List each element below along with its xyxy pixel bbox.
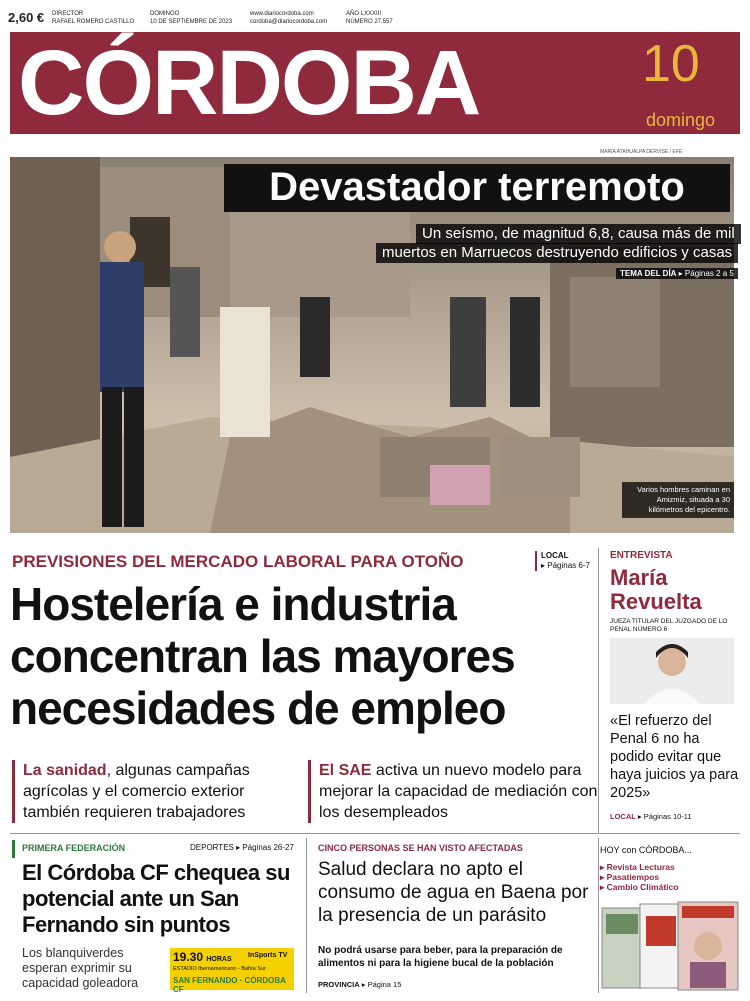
divider (598, 838, 599, 993)
email-link[interactable]: cordoba@diariocordoba.com (250, 19, 328, 25)
interview-photo (610, 638, 734, 704)
date-info (150, 10, 232, 26)
match-tv: InSports TV (248, 952, 288, 959)
interview-role: JUEZA TITULAR DEL JUZGADO DE LO PENAL NÚMERO 6 (610, 618, 728, 633)
tema-label: TEMA DEL DÍA (620, 269, 677, 278)
col2-text: activa un nuevo modelo para mejorar la capacidad de mediación con los desempleados (319, 762, 598, 821)
supplement-covers (600, 900, 740, 992)
photo-caption: Varios hombres caminan en Amizmiz, situada a 30 kilómetros del epicentro. (622, 482, 734, 518)
interview-kicker: ENTREVISTA (610, 550, 673, 561)
main-section-ref[interactable]: LOCAL ▸ Páginas 6-7 (535, 551, 590, 571)
today-item-label: Pasatiempos (606, 872, 660, 882)
match-stadium: ESTADIO Iberoamericano - Bahía Sur (173, 966, 266, 972)
magazine-covers-icon (600, 900, 740, 992)
price: 2,60 € (8, 10, 45, 25)
tema-pages: Páginas 2 a 5 (684, 269, 734, 278)
water-headline[interactable]: Salud declara no apto el consumo de agua en Baena por la presencia de un parásito (318, 859, 589, 926)
top-info-bar (0, 0, 750, 32)
day-number: 10 (642, 35, 700, 93)
divider (598, 548, 599, 833)
today-item[interactable]: ▸ Cambio Climático (600, 882, 679, 892)
website-link[interactable]: www.diariocordoba.com (250, 11, 314, 17)
col1-text: , algunas campañas agrícolas y el comercio exterior también requieren trabajadores (23, 762, 250, 821)
main-kicker: PREVISIONES DEL MERCADO LABORAL PARA OTOÑO (12, 552, 464, 571)
main-pages: Páginas 6-7 (547, 561, 590, 570)
match-ticket (170, 948, 294, 994)
interview-pages: Páginas 10-11 (643, 812, 692, 821)
photo-credit: MARÍA ATAHUALPA DERVISE / EFE (600, 149, 683, 155)
lead-subheadline-2: muertos en Marruecos destruyendo edificios y casas (376, 243, 738, 263)
lead-subheadline-1: Un seísmo, de magnitud 6,8, causa más de mil (416, 224, 741, 244)
sport-accent-bar (12, 840, 15, 858)
interview-section: LOCAL (610, 812, 636, 821)
football-section: DEPORTES (190, 843, 234, 852)
match-time (173, 950, 232, 964)
main-headline[interactable]: Hostelería e industria concentran las mayores necesidades de empleo (10, 578, 515, 734)
today-item-label: Cambio Climático (606, 882, 679, 892)
day-name: domingo (646, 110, 716, 130)
today-item-label: Revista Lecturas (606, 862, 675, 872)
main-section: LOCAL (541, 551, 569, 560)
issue-info (346, 10, 393, 26)
interview-first-name: María (610, 565, 668, 590)
water-pages: Página 15 (367, 980, 402, 989)
masthead (10, 32, 740, 134)
today-item[interactable]: ▸ Pasatiempos (600, 872, 660, 882)
director-name: RAFAEL ROMERO CASTILLO (52, 19, 135, 25)
col1-lead: La sanidad (23, 762, 107, 779)
tema-del-dia[interactable]: TEMA DEL DÍA ▸ Páginas 2 a 5 (616, 268, 738, 279)
divider (306, 838, 307, 993)
today-item[interactable]: ▸ Revista Lecturas (600, 862, 675, 872)
lead-headline[interactable]: Devastador terremoto (224, 164, 730, 212)
water-kicker: CINCO PERSONAS SE HAN VISTO AFECTADAS (318, 843, 523, 853)
today-label: HOY con CÓRDOBA... (600, 845, 692, 855)
main-column-1 (12, 760, 303, 823)
newspaper-title: CÓRDOBA (18, 32, 480, 134)
year: AÑO LXXXIII (346, 11, 382, 17)
today-list (600, 862, 678, 892)
football-pages: Páginas 26-27 (242, 843, 294, 852)
issue-number: NÚMERO 27.557 (346, 19, 393, 25)
water-summary: No podrá usarse para beber, para la preparación de alimentos ni para la higiene bucal de la población (318, 945, 563, 969)
weekday: DOMINGO (150, 11, 180, 17)
football-section-ref[interactable]: DEPORTES ▸ Páginas 26-27 (190, 843, 294, 852)
water-section-ref[interactable]: PROVINCIA ▸ Página 15 (318, 980, 402, 989)
interview-last-name: Revuelta (610, 589, 702, 614)
main-column-2 (308, 760, 603, 823)
football-summary: Los blanquiverdes esperan exprimir su capacidad goleadora (22, 946, 139, 990)
interview-section-ref[interactable]: LOCAL ▸ Páginas 10-11 (610, 812, 692, 821)
col2-lead: El SAE (319, 762, 372, 779)
football-headline[interactable]: El Córdoba CF chequea su potencial ante un San Fernando sin puntos (22, 860, 290, 937)
web-info (250, 10, 327, 26)
football-kicker: PRIMERA FEDERACIÓN (22, 843, 126, 853)
water-section: PROVINCIA (318, 980, 360, 989)
earthquake-scene-illustration (10, 157, 734, 533)
portrait-icon (610, 638, 734, 704)
match-teams: SAN FERNANDO · CÓRDOBA CF (173, 976, 286, 994)
date: 10 DE SEPTIEMBRE DE 2023 (150, 19, 233, 25)
director-info (52, 10, 134, 26)
match-time-value: 19.30 (173, 950, 204, 964)
horizontal-divider (10, 833, 740, 834)
lead-photo (10, 157, 734, 533)
match-time-unit: HORAS (206, 956, 232, 963)
interview-quote: «El refuerzo del Penal 6 no ha podido evitar que haya juicios ya para 2025» (610, 713, 739, 801)
director-label: DIRECTOR (52, 11, 84, 17)
interview-name[interactable] (610, 566, 702, 614)
